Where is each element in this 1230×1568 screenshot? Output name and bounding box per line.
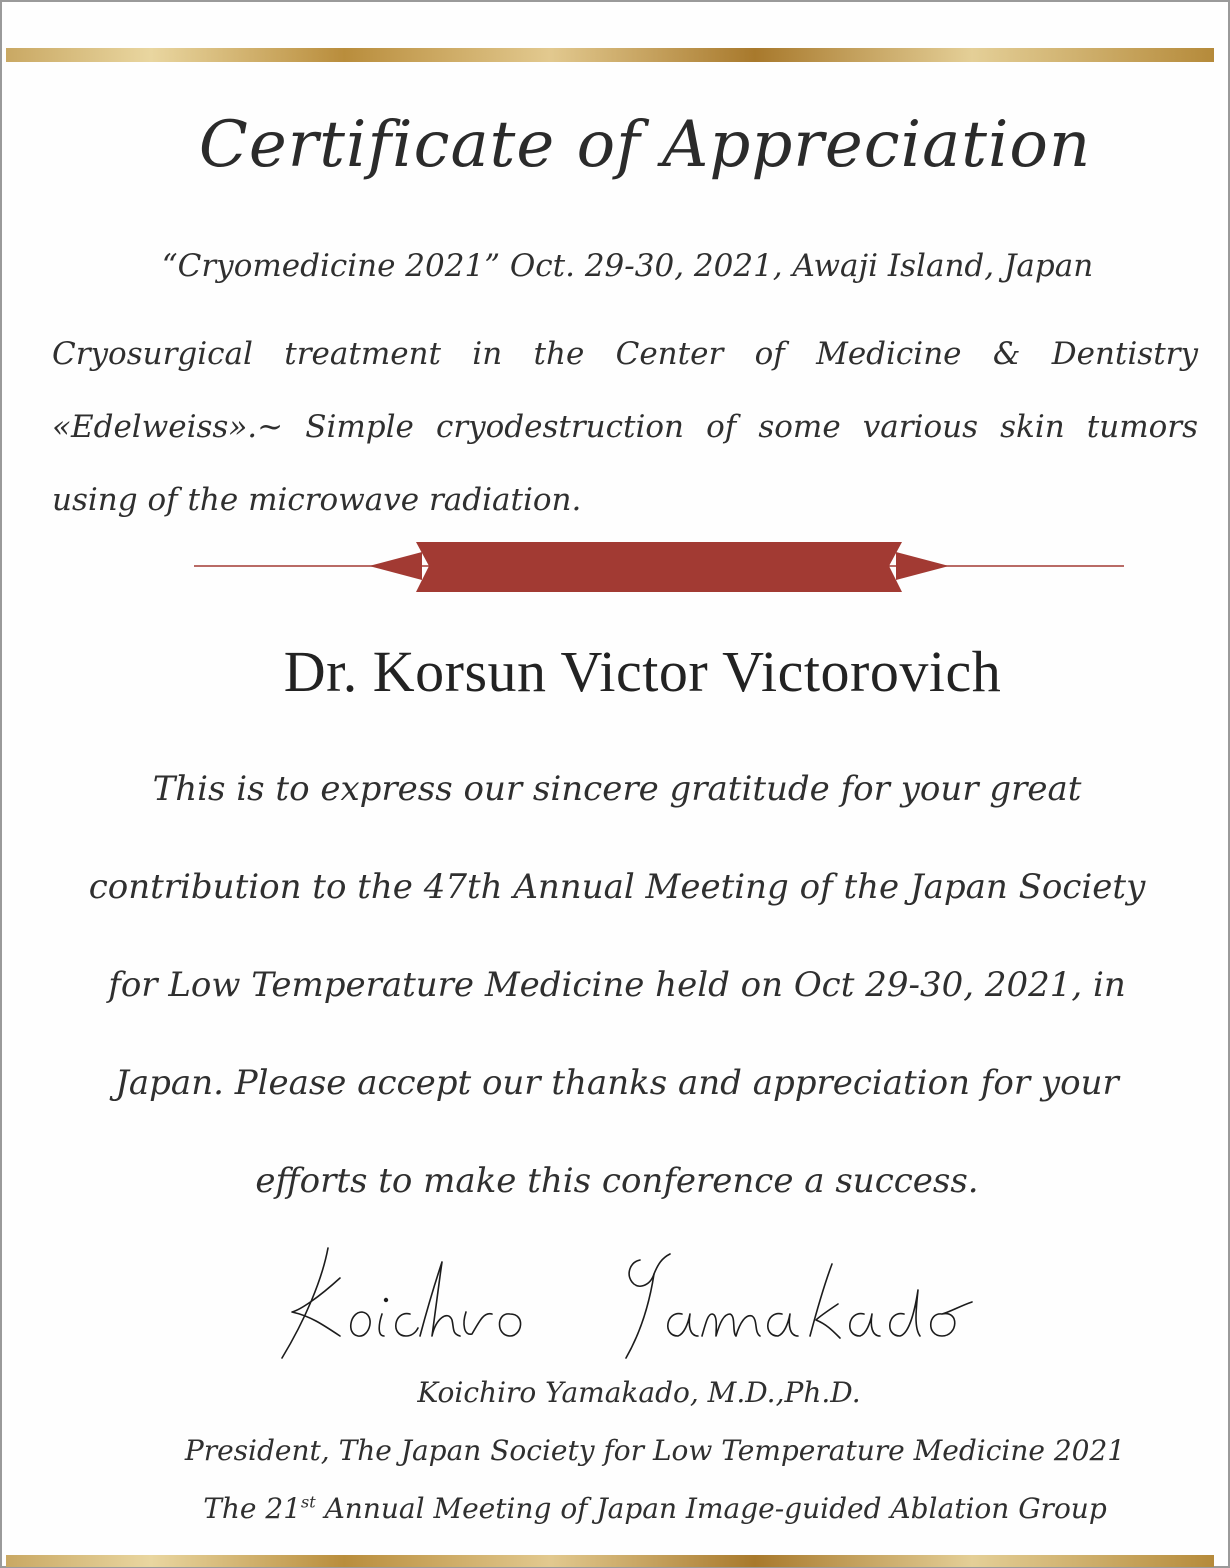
handwritten-signature [270, 1240, 990, 1365]
top-gold-border [6, 48, 1214, 62]
event-line: “Cryomedicine 2021” Oct. 29-30, 2021, Awaji Island, Japan [161, 248, 1094, 284]
bottom-gold-border [6, 1555, 1214, 1567]
meeting-line [2, 1492, 1228, 1525]
meeting-suffix: Annual Meeting of Japan Image-guided Ablation Group [315, 1492, 1107, 1525]
body-line: contribution to the 47th Annual Meeting of the Japan Society [88, 867, 1146, 907]
body-line: Japan. Please accept our thanks and appreciation for your [115, 1063, 1119, 1103]
ribbon-right-tail [896, 552, 949, 580]
presentation-topic: Cryosurgical treatment in the Center of Medicine & Dentistry «Edelweiss».~ Simple cryodestruction of some various skin tumors using of the microwave radiation. [52, 336, 1198, 518]
meeting-ordinal-suffix: st [301, 1492, 316, 1512]
signer-position: President, The Japan Society for Low Temperature Medicine 2021 [184, 1434, 1126, 1467]
body-line: This is to express our sincere gratitude for your great [152, 769, 1082, 809]
ribbon-left-tail [369, 552, 422, 580]
recipient-name: Dr. Korsun Victor Victorovich [283, 639, 1002, 704]
ribbon-divider [194, 540, 1124, 596]
certificate-title: Certificate of Appreciation [198, 108, 1092, 182]
body-line: for Low Temperature Medicine held on Oct 29-30, 2021, in [108, 965, 1126, 1005]
ribbon-band [416, 542, 902, 592]
meeting-prefix: The 21 [203, 1492, 302, 1525]
body-line: efforts to make this conference a success. [255, 1161, 979, 1201]
gratitude-body [22, 760, 1212, 1250]
signer-name: Koichiro Yamakado, M.D.,Ph.D. [417, 1376, 861, 1409]
